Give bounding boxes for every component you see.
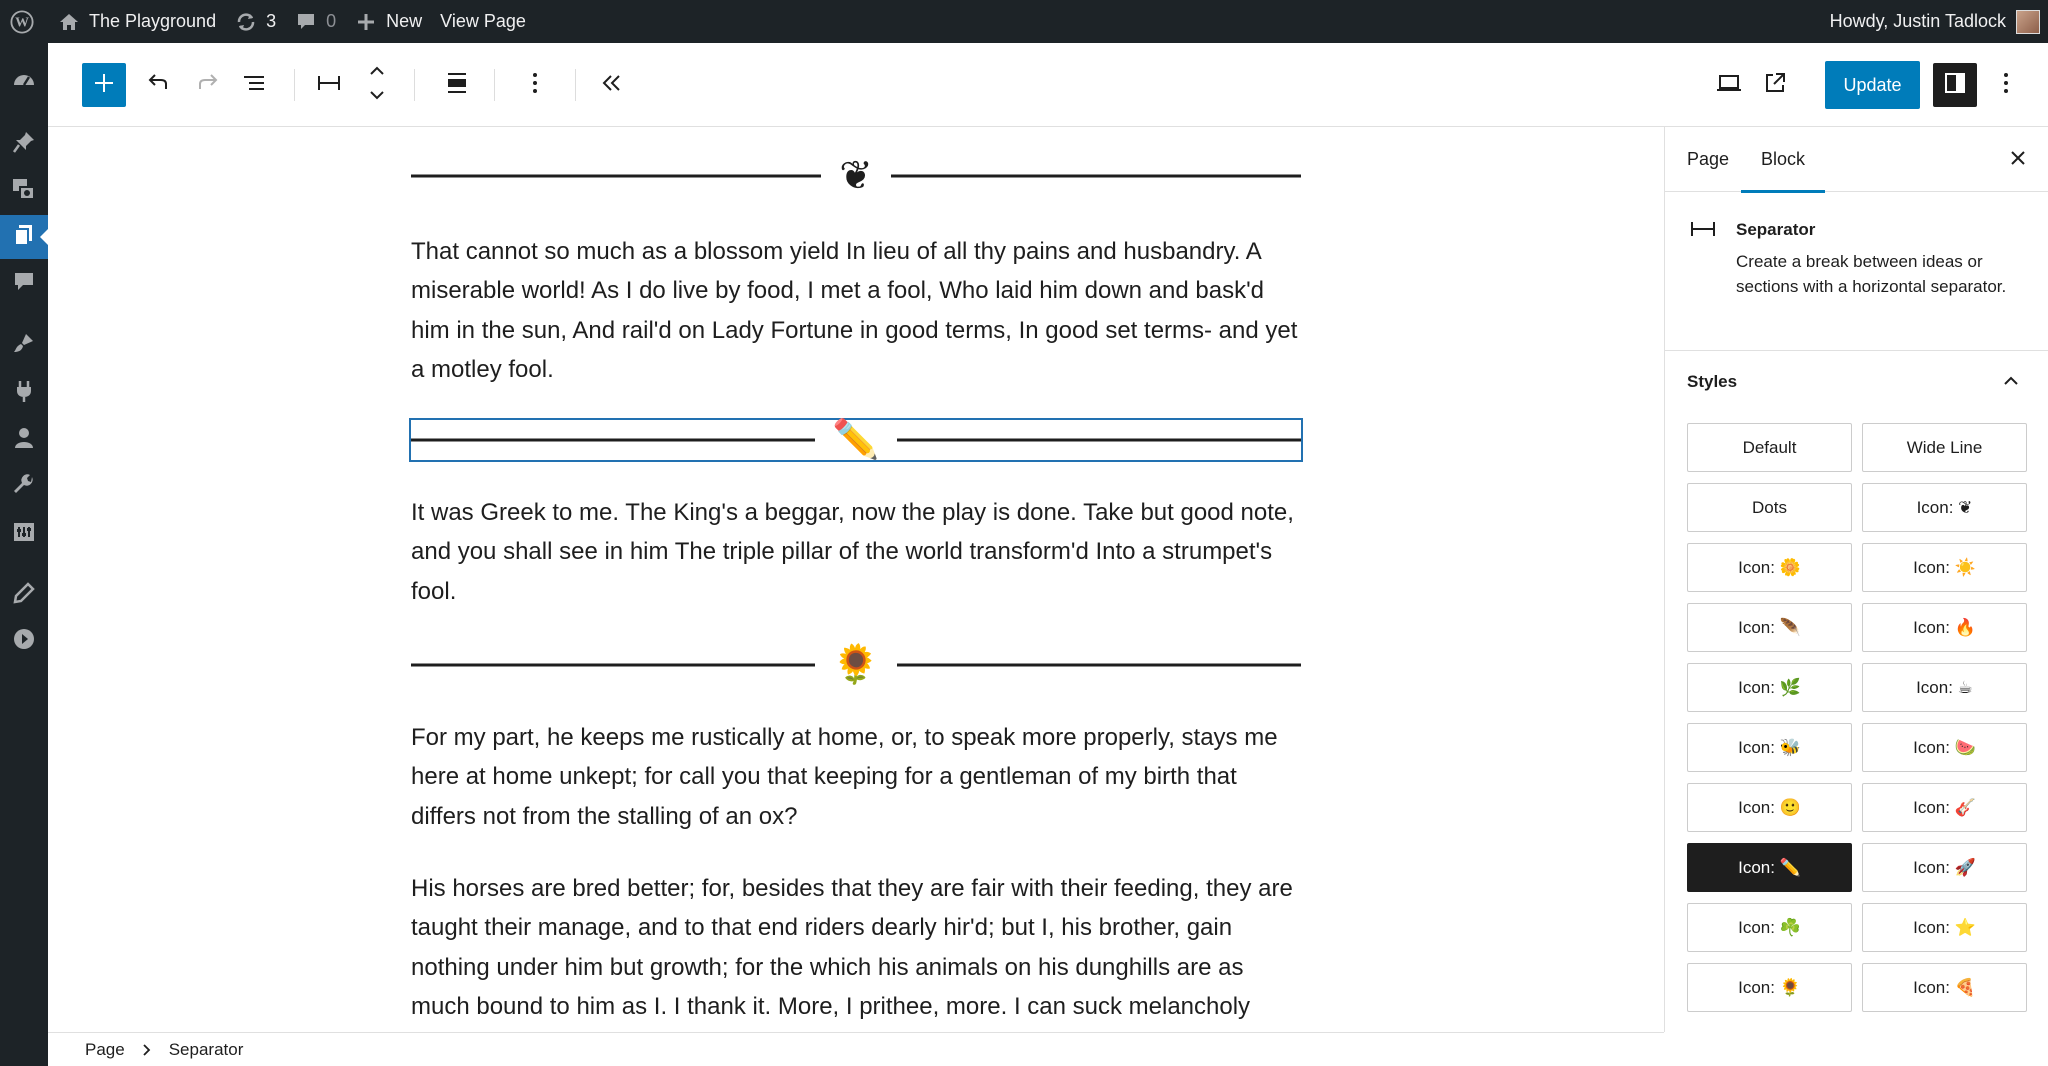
settings-toggle-button[interactable] xyxy=(1933,63,1977,107)
editor-toolbar xyxy=(48,43,2048,127)
block-title: Separator xyxy=(1736,220,1816,239)
toolbar-divider xyxy=(294,69,295,101)
style-option[interactable]: Icon: 🐝 xyxy=(1687,723,1852,772)
toolbar-divider xyxy=(494,69,495,101)
settings-icon xyxy=(12,520,36,549)
update-button[interactable]: Update xyxy=(1825,61,1920,109)
menu-media[interactable] xyxy=(0,169,48,213)
pages-icon xyxy=(12,223,36,252)
toolbar-divider xyxy=(414,69,415,101)
sunflower-separator-icon: 🌻 xyxy=(832,644,880,686)
style-option[interactable]: Icon: 🙂 xyxy=(1687,783,1852,832)
document-overview-button[interactable] xyxy=(232,63,276,107)
pencil-icon xyxy=(12,581,36,610)
menu-plugins[interactable] xyxy=(0,371,48,415)
view-page-link[interactable] xyxy=(431,0,535,43)
style-option[interactable]: Icon: ✏️ xyxy=(1687,843,1852,892)
style-option[interactable]: Icon: ☕ xyxy=(1862,663,2027,712)
style-option[interactable]: Icon: 🎸 xyxy=(1862,783,2027,832)
style-option[interactable]: Wide Line xyxy=(1862,423,2027,472)
preview-device-button[interactable] xyxy=(1707,63,1751,107)
style-option[interactable]: Icon: 🌼 xyxy=(1687,543,1852,592)
media-icon xyxy=(11,176,37,207)
block-type-separator-button[interactable] xyxy=(307,63,351,107)
settings-sidebar xyxy=(1664,127,2048,1032)
redo-icon xyxy=(194,70,220,101)
chevron-right-icon xyxy=(141,1043,153,1057)
admin-menu xyxy=(0,43,48,1066)
site-name-link[interactable] xyxy=(48,0,225,43)
editor-canvas xyxy=(48,127,1664,1032)
menu-settings[interactable] xyxy=(0,512,48,556)
style-option[interactable]: Icon: 🪶 xyxy=(1687,603,1852,652)
undo-icon xyxy=(146,70,172,101)
paragraph-block[interactable]: That cannot so much as a blossom yield In lieu of all thy pains and husbandry. A miserable world! As I do live by food, I met a fool, Who laid him down and bask'd him in the sun, And rail'd on Lady Fortune in good terms, In good set terms- and yet a motley fool. xyxy=(411,238,1298,383)
style-option[interactable]: Dots xyxy=(1687,483,1852,532)
chevron-up-icon[interactable] xyxy=(2001,371,2021,396)
paragraph-block[interactable]: His horses are bred better; for, besides that they are fair with their feeding, they are taught their manage, and to that end riders dearly hir'd; but I, his brother, gain nothing under him but growth; for the which his animals on his dunghills are as much bound to him as I. I thank it. More, I prithee, more. I can suck melancholy xyxy=(411,875,1293,1020)
styles-panel-title[interactable]: Styles xyxy=(1687,372,1738,391)
external-link-icon xyxy=(1762,70,1788,101)
separator-block-selected[interactable] xyxy=(411,420,1301,460)
chevron-up-down-icon xyxy=(367,63,387,108)
move-up-down-button[interactable] xyxy=(355,63,399,107)
tab-block[interactable] xyxy=(1741,127,1825,192)
howdy-user-link[interactable]: Howdy, Justin Tadlock xyxy=(1829,11,2006,31)
chevron-double-left-icon xyxy=(599,70,625,101)
close-sidebar-button[interactable] xyxy=(2004,146,2032,174)
comments-count: 0 xyxy=(326,11,337,31)
avatar[interactable] xyxy=(2016,10,2040,34)
updates-count: 3 xyxy=(266,11,277,31)
toolbar-divider xyxy=(575,69,576,101)
separator-icon xyxy=(315,70,343,101)
style-option[interactable]: Icon: 🚀 xyxy=(1862,843,2027,892)
paragraph-block[interactable]: It was Greek to me. The King's a beggar, now the play is done. Take but good note, and you shall see in him The triple pillar of the world transform'd Into a strumpet's fool. xyxy=(411,499,1294,605)
menu-appearance[interactable] xyxy=(0,323,48,367)
admin-bar xyxy=(0,0,2048,43)
separator-icon: ❦ xyxy=(839,154,873,198)
comment-icon xyxy=(294,10,318,34)
menu-collapse[interactable] xyxy=(0,619,48,663)
plugin-icon xyxy=(12,379,36,408)
pin-icon xyxy=(12,130,36,159)
style-option[interactable]: Icon: 🍕 xyxy=(1862,963,2027,1012)
plus-icon xyxy=(92,71,116,100)
play-circle-icon xyxy=(12,627,36,656)
separator-line xyxy=(411,439,815,442)
menu-comments[interactable] xyxy=(0,262,48,306)
wordpress-logo-icon xyxy=(10,10,34,34)
close-icon xyxy=(2009,149,2027,172)
block-options-button[interactable] xyxy=(513,63,557,107)
separator-line xyxy=(897,439,1301,442)
desktop-icon xyxy=(1715,71,1743,100)
wrench-icon xyxy=(12,473,36,502)
user-icon xyxy=(12,426,36,455)
list-view-icon xyxy=(241,70,267,101)
align-wide-icon xyxy=(444,70,470,101)
dashboard-icon xyxy=(12,68,36,97)
plus-icon xyxy=(354,10,378,34)
updates-link[interactable] xyxy=(225,0,285,43)
block-inserter-button[interactable] xyxy=(82,63,126,107)
comments-link[interactable] xyxy=(285,0,345,43)
style-option[interactable]: Icon: ❦ xyxy=(1862,483,2027,532)
breadcrumb-separator[interactable]: Separator xyxy=(168,1039,244,1059)
home-icon xyxy=(57,10,81,34)
menu-custom-plugin[interactable] xyxy=(0,573,48,617)
breadcrumb-page[interactable]: Page xyxy=(85,1039,125,1059)
more-vertical-icon xyxy=(2002,71,2010,100)
menu-posts[interactable] xyxy=(0,122,48,166)
view-page-label: View Page xyxy=(440,11,526,31)
site-name: The Playground xyxy=(89,11,217,31)
menu-pages[interactable] xyxy=(0,215,48,259)
style-option[interactable]: Icon: 🌻 xyxy=(1687,963,1852,1012)
style-option[interactable]: Icon: ⭐ xyxy=(1862,903,2027,952)
style-option[interactable]: Icon: ☀️ xyxy=(1862,543,2027,592)
separator-line xyxy=(897,664,1301,667)
undo-button[interactable] xyxy=(137,63,181,107)
sidebar-tabs xyxy=(1665,127,2048,192)
tab-page[interactable]: Page xyxy=(1687,149,1730,169)
style-option[interactable]: Icon: 🔥 xyxy=(1862,603,2027,652)
style-option[interactable]: Icon: ☘️ xyxy=(1687,903,1852,952)
collapse-toolbar-button[interactable] xyxy=(590,63,634,107)
separator-block[interactable] xyxy=(411,156,1301,196)
pencil-separator-icon: ✏️ xyxy=(832,419,880,461)
separator-line xyxy=(411,175,821,178)
sidebar-icon xyxy=(1942,70,1968,101)
comment-icon xyxy=(12,270,36,299)
svg-text:W: W xyxy=(15,14,29,30)
new-label: New xyxy=(386,11,423,31)
breadcrumb xyxy=(48,1032,1664,1066)
paragraph-block[interactable]: For my part, he keeps me rustically at home, or, to speak more properly, stays me here at home unkept; for call you that keeping for a gentleman of my birth that differs not from the stalling of an ox? xyxy=(411,724,1278,830)
view-page-external-button[interactable] xyxy=(1753,63,1797,107)
options-menu-button[interactable] xyxy=(1984,63,2028,107)
menu-tools[interactable] xyxy=(0,465,48,509)
paintbrush-icon xyxy=(12,331,36,360)
tab-block-label: Block xyxy=(1761,149,1806,169)
separator-block[interactable] xyxy=(411,645,1301,685)
menu-dashboard[interactable] xyxy=(0,60,48,104)
style-option[interactable]: Icon: 🌿 xyxy=(1687,663,1852,712)
style-option[interactable]: Default xyxy=(1687,423,1852,472)
more-vertical-icon xyxy=(531,71,539,100)
separator-line xyxy=(891,175,1301,178)
block-card xyxy=(1665,192,2048,351)
separator-icon xyxy=(1689,218,1717,245)
menu-users[interactable] xyxy=(0,418,48,462)
redo-button[interactable] xyxy=(185,63,229,107)
style-option[interactable]: Icon: 🍉 xyxy=(1862,723,2027,772)
block-description: Create a break between ideas or sections with a horizontal separator. xyxy=(1736,252,2007,296)
wordpress-logo-button[interactable] xyxy=(0,0,48,43)
update-icon xyxy=(234,10,258,34)
align-button[interactable] xyxy=(435,63,479,107)
separator-line xyxy=(411,664,815,667)
new-content-link[interactable] xyxy=(345,0,431,43)
